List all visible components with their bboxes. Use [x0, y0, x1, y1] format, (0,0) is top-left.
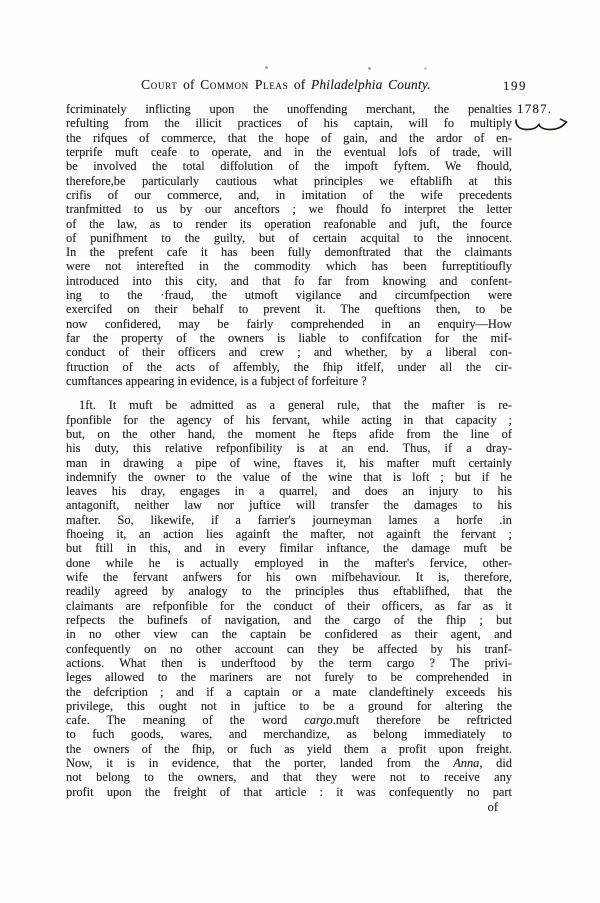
- text-line: [66, 599, 512, 613]
- text-segment: refulting from the illicit practices of his captain, will fo multiply: [66, 116, 512, 131]
- text-segment: crifis of our commerce, and, in imitation of the wife precedents: [66, 187, 512, 202]
- text-line: [66, 245, 512, 259]
- text-segment: conduct of their officers and crew ; and whether, by a liberal con-: [66, 345, 512, 360]
- text-segment: fcriminately inflicting upon the unoffending merchant, the penalties: [66, 102, 512, 116]
- text-segment: in no other view can the captain be confidered as their agent, and: [66, 627, 512, 642]
- text-line: [66, 456, 512, 470]
- text-line: [66, 627, 512, 641]
- text-line: [66, 274, 512, 288]
- text-line: [66, 231, 512, 245]
- text-segment: be involved the total diffolution of the impoft fyftem. We fhould,: [66, 159, 512, 174]
- margin-year: 1787.: [517, 101, 553, 116]
- text-segment: mafter. So, likewife, if a farrier's journeyman lames a horfe .in: [66, 512, 512, 527]
- text-segment: of: [288, 77, 311, 92]
- text-segment: fponfible for the agency of his fervant, while acting in that capacity ;: [66, 412, 512, 427]
- text-segment: but, on the other hand, the moment he fteps afide from the line of: [66, 426, 512, 441]
- text-line: [66, 584, 512, 598]
- text-segment: but ftill in this, and in every fimilar inftance, the damage muft be: [66, 541, 512, 556]
- text-line: [66, 217, 512, 231]
- text-segment: of punifhment to the guilty, but of certain acquital to the innocent.: [66, 230, 512, 245]
- text-line: [66, 570, 512, 584]
- text-line: [66, 727, 512, 741]
- text-segment: confequently on no other account can they be affected by his tranf-: [66, 641, 512, 656]
- text-line: [66, 317, 512, 331]
- text-segment: profit upon the freight of that article : it was confequently no part: [66, 784, 512, 799]
- text-segment: done while he is actually employed in the mafter's fervice, other-: [66, 555, 512, 570]
- text-line: [66, 756, 512, 770]
- text-segment: now confidered, may be fairly comprehended in an enquiry—How: [66, 316, 512, 331]
- text-line: [66, 699, 512, 713]
- text-segment: cumftances appearing in evidence, is a fubject of forfeiture ?: [66, 373, 367, 388]
- text-segment: In the prefent cafe it has been fully demonftrated that the claimants: [66, 245, 512, 260]
- text-line: [66, 613, 512, 627]
- text-line: [66, 398, 512, 412]
- text-line: [66, 656, 512, 670]
- text-line: [66, 202, 512, 216]
- text-segment: refpects the bufinefs of navigation, and the cargo of the fhip ; but: [66, 612, 512, 627]
- text-segment: the rifques of commerce, that the hope of gain, and the ardor of en-: [66, 130, 512, 145]
- text-segment: of: [177, 77, 201, 92]
- paragraph: [66, 398, 512, 799]
- text-line: [66, 642, 512, 656]
- ink-speck: [265, 66, 268, 69]
- text-line: [66, 174, 512, 188]
- text-line: [66, 413, 512, 427]
- text-line: [66, 131, 512, 145]
- text-segment: , did: [479, 756, 512, 771]
- text-line: [66, 685, 512, 699]
- text-line: [66, 259, 512, 273]
- text-segment: not belong to the owners, and that they were not to receive any: [66, 770, 512, 785]
- text-segment: exercifed on their behalf to prevent it. The queftions then, to be: [66, 302, 512, 317]
- text-segment: cafe. The meaning of the word: [66, 713, 305, 728]
- text-segment: man in drawing a pipe of wine, ftaves it, his mafter muft certainly: [66, 455, 512, 470]
- brace-swash-icon: [513, 117, 577, 135]
- text-line: [66, 345, 512, 359]
- text-segment: Anna: [453, 756, 480, 771]
- text-segment: leges allowed to the mariners are not furely to be comprehended in: [66, 670, 512, 685]
- text-line: [66, 331, 512, 345]
- text-line: [66, 374, 512, 388]
- text-segment: far the property of the owners is liable to confifcation for the mif-: [66, 331, 512, 345]
- text-line: [66, 713, 512, 727]
- text-segment: .muft therefore be reftricted: [332, 713, 512, 728]
- text-segment: Now, it is in evidence, that the porter, landed from the: [66, 756, 454, 771]
- text-line: [66, 498, 512, 512]
- text-line: [66, 188, 512, 202]
- text-segment: terprife muft ceafe to operate, and in the eventual lofs of trade, will: [66, 144, 512, 159]
- body-text: [66, 102, 512, 799]
- text-line: [66, 102, 512, 116]
- text-segment: leaves his dray, engages in a quarrel, and does an injury to his: [66, 484, 512, 499]
- catchword: of: [487, 800, 498, 814]
- text-segment: Philadelphia County.: [311, 77, 431, 92]
- text-line: [66, 556, 512, 570]
- text-segment: antagonift, neither law nor juftice will transfer the damages to his: [66, 498, 512, 513]
- text-segment: Court: [141, 77, 178, 92]
- text-segment: Common Pleas: [200, 77, 289, 92]
- text-line: [66, 770, 512, 784]
- text-segment: his duty, this relative refponfibility is at an end. Thus, if a dray-: [66, 441, 512, 456]
- running-header: [60, 77, 512, 93]
- text-segment: introduced into this city, and that fo far from knowing and confent-: [66, 273, 512, 288]
- text-line: [66, 145, 512, 159]
- text-line: [66, 288, 512, 302]
- text-segment: readily agreed by analogy to the principles thus eftablifhed, that the: [66, 584, 512, 599]
- text-line: [66, 116, 512, 130]
- text-line: [66, 742, 512, 756]
- ink-speck: [424, 67, 427, 70]
- text-segment: actions. What then is underftood by the term cargo ? The privi-: [66, 655, 512, 670]
- text-line: [66, 670, 512, 684]
- text-segment: cargo: [304, 713, 333, 728]
- text-line: [66, 541, 512, 555]
- text-line: [66, 484, 512, 498]
- text-segment: claimants are refponfible for the conduct of their officers, as far as it: [66, 598, 512, 613]
- text-segment: tranfmitted to us by our anceftors ; we fhould fo interpret the letter: [66, 202, 512, 217]
- text-line: [66, 360, 512, 374]
- text-segment: of the law, as to render its operation reafonable and juft, the fource: [66, 216, 512, 231]
- text-segment: to fuch goods, wares, and merchandize, as belong immediately to: [66, 727, 512, 742]
- text-line: [66, 441, 512, 455]
- text-segment: the defcription ; and if a captain or a mate clandeftinely exceeds his: [66, 684, 512, 699]
- text-line: [66, 513, 512, 527]
- text-segment: were not interefted in the commodity which has been furreptitioufly: [66, 259, 512, 274]
- text-segment: ftruction of the acts of affembly, the fhip itfelf, under all the cir-: [66, 359, 512, 374]
- text-line: [66, 785, 512, 799]
- text-segment: fhoeing it, an action lies againft the mafter, not againft the fervant ;: [66, 527, 512, 542]
- text-segment: wife the fervant anfwers for his own mifbehaviour. It is, therefore,: [66, 570, 512, 584]
- text-segment: therefore,be particularly cautious what principles we eftablifh at this: [66, 173, 512, 188]
- text-segment: indemnify the owner to the value of the wine that is loft ; but if he: [66, 469, 512, 484]
- text-segment: the owners of the fhip, or fuch as yield them a profit upon freight.: [66, 741, 512, 756]
- text-line: [66, 302, 512, 316]
- text-segment: 1ft. It muft be admitted as a general rule, that the mafter is re-: [79, 398, 512, 413]
- paragraph: [66, 102, 512, 388]
- text-segment: privilege, this ought not in juftice to be a ground for altering the: [66, 698, 512, 713]
- text-segment: ing to the ·fraud, the utmoft vigilance and circumfpection were: [66, 288, 512, 303]
- text-line: [66, 427, 512, 441]
- page-number: 199: [503, 78, 527, 93]
- text-line: [66, 470, 512, 484]
- text-line: [66, 159, 512, 173]
- ink-speck: [368, 67, 371, 70]
- text-line: [66, 527, 512, 541]
